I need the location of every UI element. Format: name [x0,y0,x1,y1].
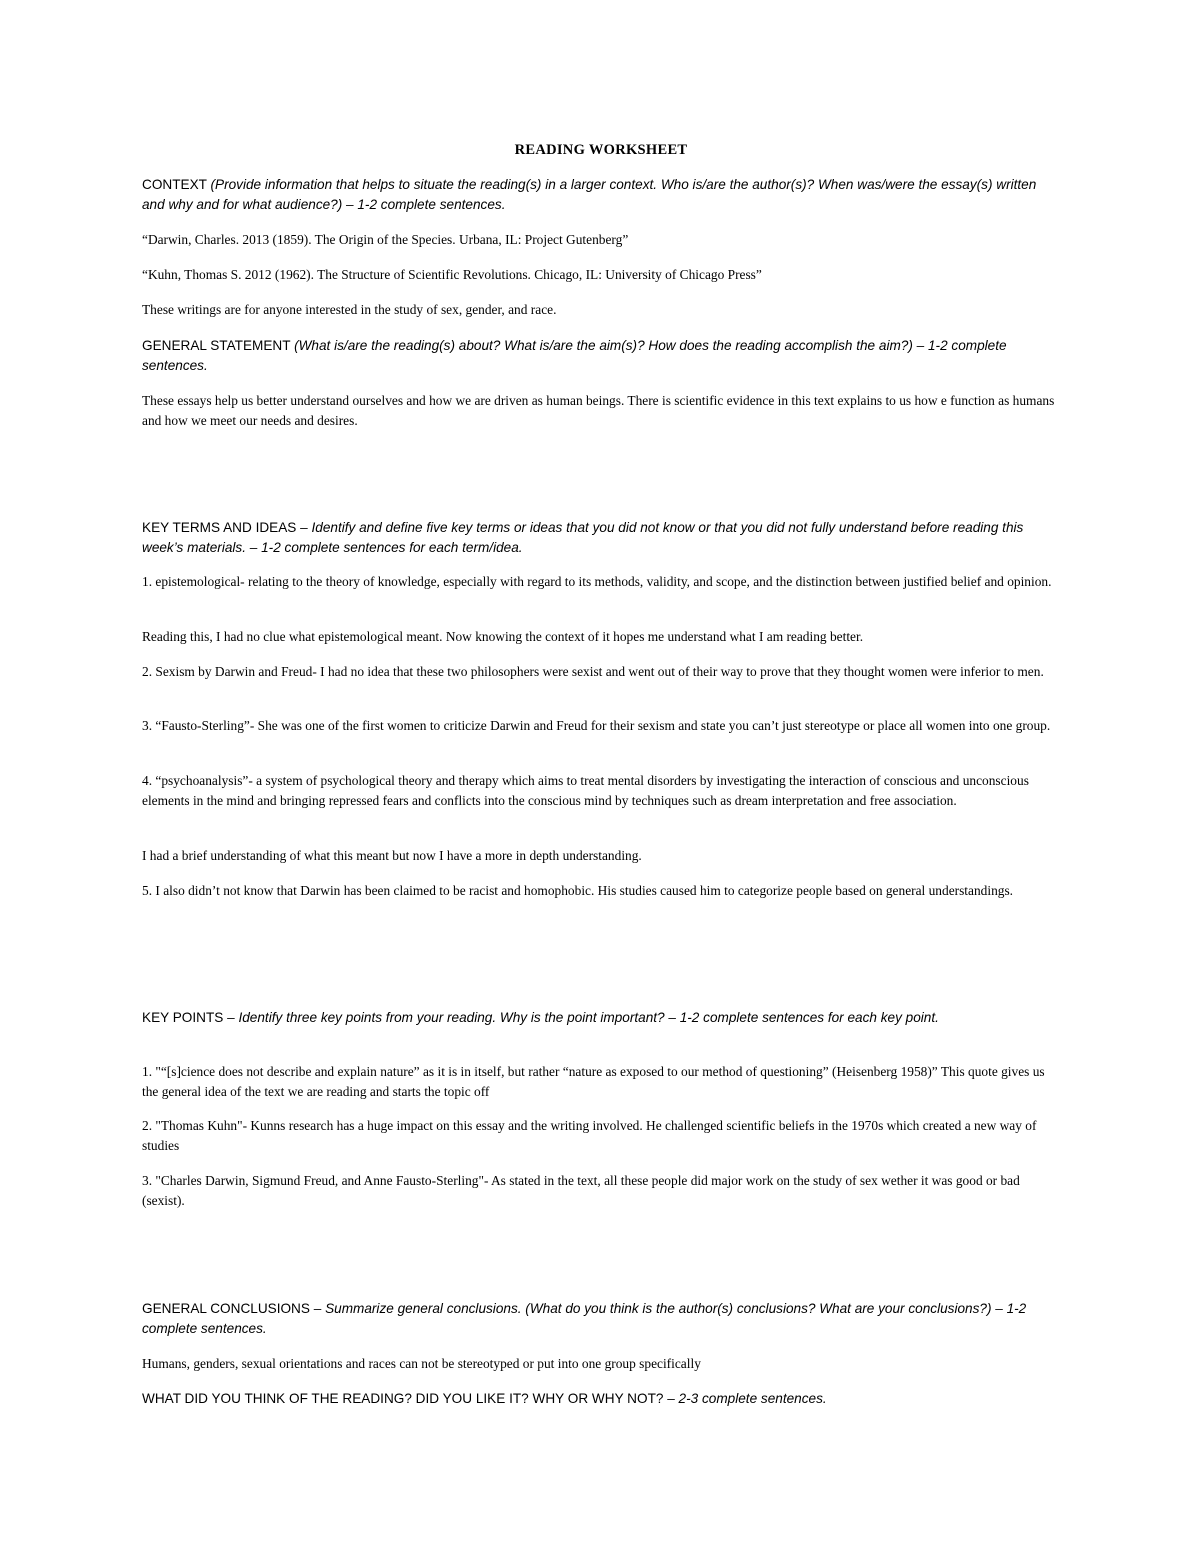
key-term-2: 2. Sexism by Darwin and Freud- I had no idea that these two philosophers were sexist and went out of their way to prove that they thought women were inferior to men. [142,664,1044,679]
general-conclusions-answer: Humans, genders, sexual orientations and races can not be stereotyped or put into one group specifically [142,1356,701,1371]
key-term-1-note: Reading this, I had no clue what epistemological meant. Now knowing the context of it hopes me understand what I am reading better. [142,629,864,644]
context-audience: These writings are for anyone interested in the study of sex, gender, and race. [142,302,557,317]
general-conclusions-heading [142,1299,1060,1339]
key-term-3: 3. “Fausto-Sterling”- She was one of the first women to criticize Darwin and Freud for their sexism and state you can’t just stereotype or place all women into one group. [142,718,1051,733]
key-points-instructions: – Identify three key points from your reading. Why is the point important? – 1-2 complete sentences for each key point. [227,1010,939,1025]
general-conclusions-label: GENERAL CONCLUSIONS [142,1301,310,1316]
key-points-heading [142,1008,1060,1028]
key-term-4: 4. “psychoanalysis”- a system of psychological theory and therapy which aims to treat mental disorders by investigating the interaction of conscious and unconscious elements in the mind and bringing repressed fears and conflicts into the conscious mind by techniques such as dream interpretation and free association. [142,773,1029,808]
key-terms-heading [142,518,1060,558]
opinion-instructions: – 2-3 complete sentences. [667,1391,827,1406]
key-term-1: 1. epistemological- relating to the theory of knowledge, especially with regard to its methods, validity, and scope, and the distinction between justified belief and opinion. [142,574,1052,589]
context-label: CONTEXT [142,177,207,192]
opinion-label: WHAT DID YOU THINK OF THE READING? DID YOU LIKE IT? WHY OR WHY NOT? [142,1391,664,1406]
key-terms-instructions: – Identify and define five key terms or ideas that you did not know or that you did not fully understand before reading this week’s materials. – 1-2 complete sentences for each term/idea. [142,520,1024,555]
key-point-2: 2. "Thomas Kuhn"- Kunns research has a huge impact on this essay and the writing involved. He challenged scientific beliefs in the 1970s which created a new way of studies [142,1118,1037,1153]
key-point-1: 1. "“[s]cience does not describe and explain nature” as it is in itself, but rather “nature as exposed to our method of questioning” (Heisenberg 1958)” This quote gives us the general idea of the text we are reading and starts the topic off [142,1064,1045,1099]
general-statement-label: GENERAL STATEMENT [142,338,291,353]
key-term-5: 5. I also didn’t not know that Darwin has been claimed to be racist and homophobic. His studies caused him to categorize people based on general understandings. [142,883,1014,898]
key-point-3: 3. "Charles Darwin, Sigmund Freud, and Anne Fausto-Sterling"- As stated in the text, all these people did major work on the study of sex wether it was good or bad (sexist). [142,1173,1020,1208]
citation-kuhn: “Kuhn, Thomas S. 2012 (1962). The Structure of Scientific Revolutions. Chicago, IL: University of Chicago Press” [142,267,762,282]
context-heading [142,175,1060,215]
page-title: READING WORKSHEET [514,142,688,158]
general-conclusions-instructions: – Summarize general conclusions. (What do you think is the author(s) conclusions? What are your conclusions?) – 1-2 complete sentences. [142,1301,1027,1336]
opinion-heading [142,1389,1060,1409]
key-term-4-note: I had a brief understanding of what this meant but now I have a more in depth understanding. [142,848,642,863]
citation-darwin: “Darwin, Charles. 2013 (1859). The Origin of the Species. Urbana, IL: Project Gutenberg” [142,232,629,247]
context-instructions: (Provide information that helps to situate the reading(s) in a larger context. Who is/are the author(s)? When was/were the essay(s) written and why and for what audience?) – 1-2 complete sentences. [142,177,1037,212]
key-terms-label: KEY TERMS AND IDEAS [142,520,297,535]
general-statement-answer: These essays help us better understand ourselves and how we are driven as human beings. There is scientific evidence in this text explains to us how e function as humans and how we meet our needs and desires. [142,393,1055,428]
general-statement-heading [142,336,1060,376]
general-statement-instructions: (What is/are the reading(s) about? What is/are the aim(s)? How does the reading accomplish the aim?) – 1-2 complete sentences. [142,338,1007,373]
key-points-label: KEY POINTS [142,1010,224,1025]
